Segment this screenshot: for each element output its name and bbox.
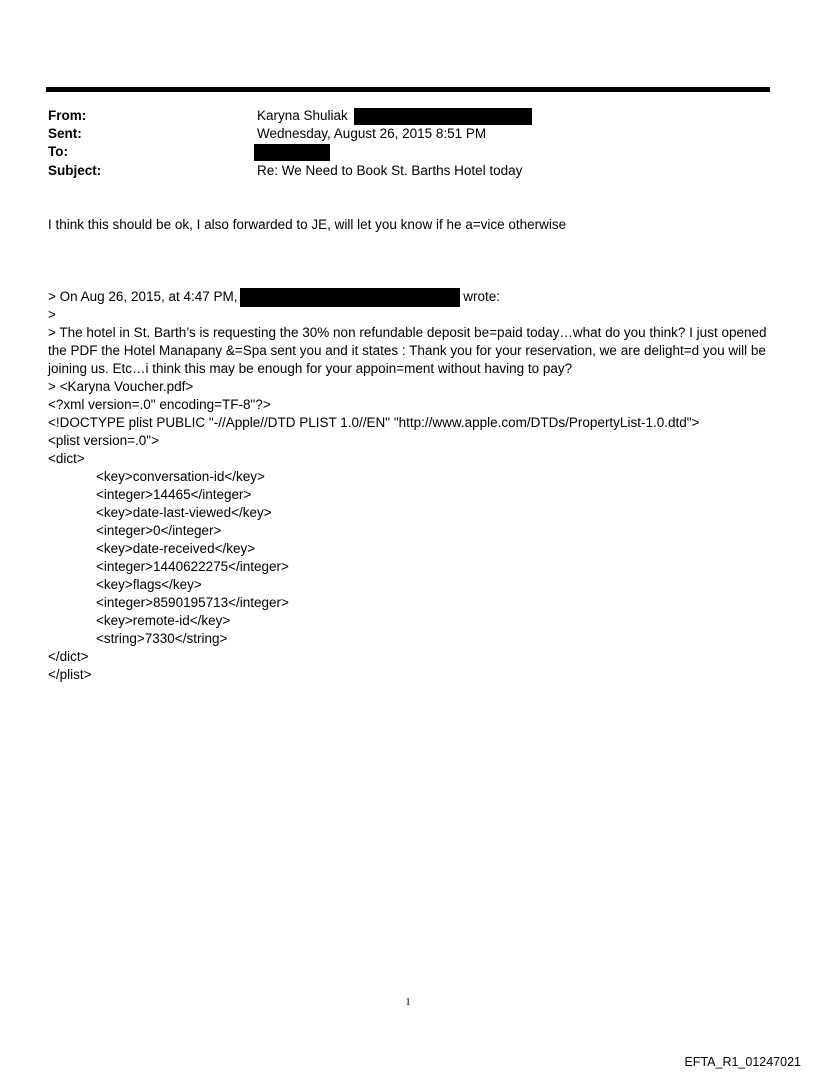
to-label: To: [48,144,68,159]
xml-line: <plist version=.0"> [48,433,159,448]
dict-line: <integer>1440622275</integer> [96,559,289,574]
sent-label: Sent: [48,126,82,141]
quote-intro: > On Aug 26, 2015, at 4:47 PM, wrote: [48,288,778,306]
page-number: 1 [405,996,411,1008]
xml-line: <?xml version=.0" encoding=TF-8"?> [48,397,271,412]
dict-line: <integer>0</integer> [96,523,222,538]
header-rule [46,87,770,92]
quote-paragraph: > The hotel in St. Barth’s is requesting the 30% non refundable deposit be=paid today…what do you think? I just opened the PDF the Hotel Manapany &=Spa sent you and it states : Thank you for your reservation, we are delight=d you will be joining us. Etc…i think this may be enough for your appoin=ment without having to pay? [48,325,767,376]
quoted-message [48,288,778,684]
subject-value: Re: We Need to Book St. Barths Hotel today [257,163,523,178]
dict-line: <key>flags</key> [96,577,202,592]
xml-line: <!DOCTYPE plist PUBLIC "-//Apple//DTD PLIST 1.0//EN" "http://www.apple.com/DTDs/PropertyList-1.0.dtd"> [48,415,700,430]
quote-blank: > [48,307,56,322]
redaction-block [254,144,330,161]
reply-text: I think this should be ok, I also forwarded to JE, will let you know if he a=vice otherwise [48,217,567,232]
dict-line: <key>conversation-id</key> [96,469,265,484]
dict-line: <integer>8590195713</integer> [96,595,289,610]
sent-value: Wednesday, August 26, 2015 8:51 PM [257,126,487,141]
document-id: EFTA_R1_01247021 [684,1055,801,1069]
dict-line: <integer>14465</integer> [96,487,252,502]
dict-line: <key>date-received</key> [96,541,256,556]
dict-line: <key>remote-id</key> [96,613,231,628]
closing-line: </dict> [48,649,89,664]
redaction-block [240,288,460,307]
subject-label: Subject: [48,163,102,178]
redaction-block [354,108,532,125]
xml-line: <dict> [48,451,85,466]
attachment-line: > <Karyna Voucher.pdf> [48,379,194,394]
closing-line: </plist> [48,667,92,682]
from-label: From: [48,108,87,123]
dict-line: <string>7330</string> [96,631,228,646]
dict-line: <key>date-last-viewed</key> [96,505,272,520]
from-value: Karyna Shuliak [257,108,348,123]
